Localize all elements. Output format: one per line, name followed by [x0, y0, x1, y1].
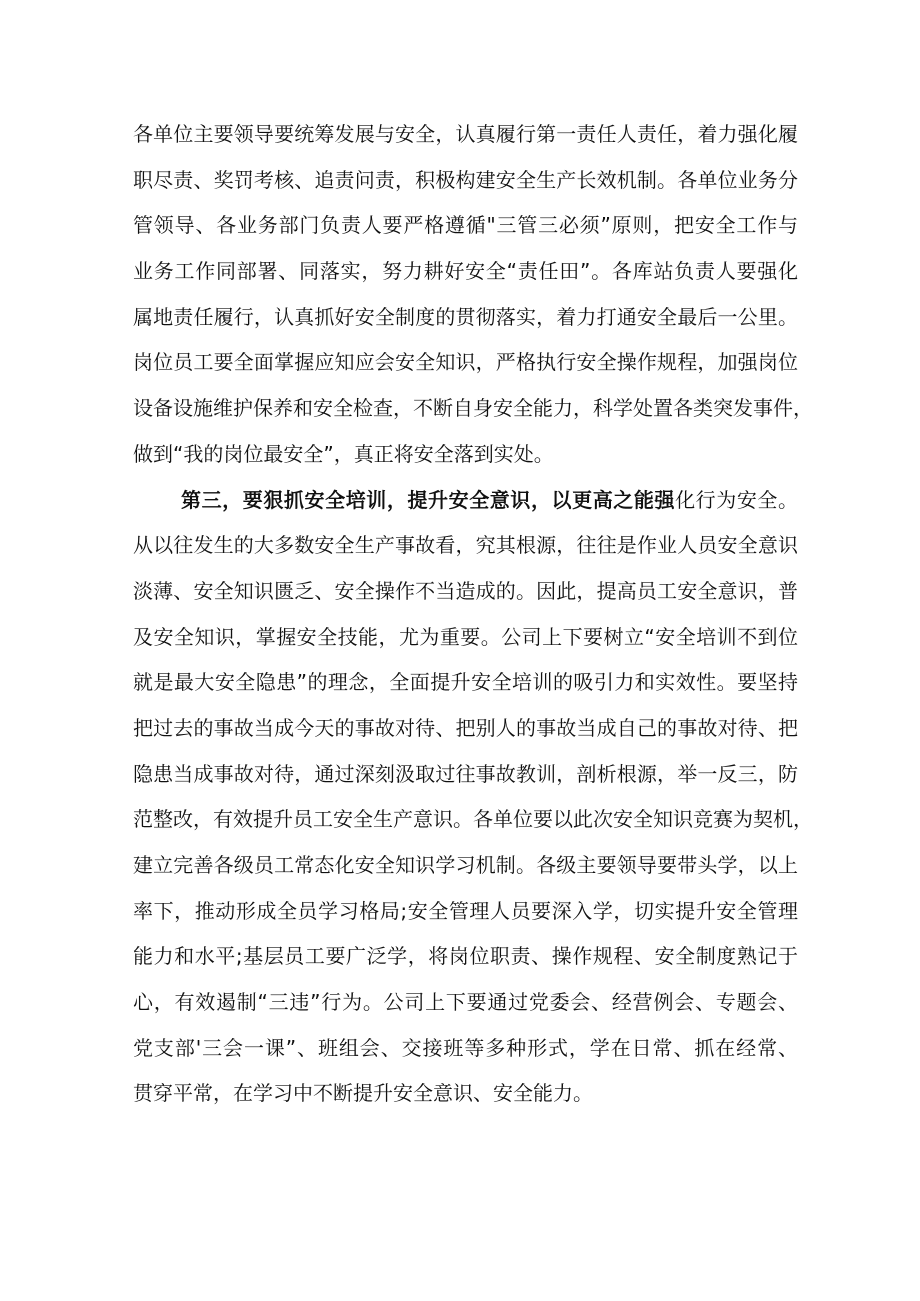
- text-line: 隐患当成事故对待，通过深刻汲取过往事故教训，剖析根源，举一反三，防: [133, 761, 798, 786]
- text-line: 属地责任履行，认真抓好安全制度的贯彻落实，着力打通安全最后一公里。: [133, 304, 798, 329]
- text-line: 范整改，有效提升员工安全生产意识。各单位要以此次安全知识竞赛为契机，: [133, 807, 813, 832]
- text-line: 岗位员工要全面掌握应知应会安全知识，严格执行安全操作规程，加强岗位: [133, 350, 798, 375]
- section-heading-bold: 第三，要狠抓安全培训，提升安全意识，以更高之能强: [181, 487, 676, 512]
- paragraph-responsibility: [133, 112, 813, 478]
- section-heading-rest: 化行为安全。: [675, 487, 799, 512]
- body-text: [133, 112, 813, 1117]
- text-line: 率下，推动形成全员学习格局;安全管理人员要深入学，切实提升安全管理: [133, 898, 798, 923]
- text-line: 业务工作同部署、同落实，努力耕好安全“责任田”。各库站负责人要强化: [133, 259, 798, 284]
- section-heading-line: [133, 478, 798, 524]
- text-line: 就是最大安全隐患”的理念，全面提升安全培训的吸引力和实效性。要坚持: [133, 670, 798, 695]
- paragraph-training: [133, 478, 813, 1118]
- text-line: 管领导、各业务部门负责人要严格遵循"三管三必须”原则，把安全工作与: [133, 213, 798, 238]
- text-line: 从以往发生的大多数安全生产事故看，究其根源，往往是作业人员安全意识: [133, 533, 798, 558]
- text-line: 淡薄、安全知识匮乏、安全操作不当造成的。因此，提高员工安全意识，普: [133, 578, 798, 603]
- text-line: 贯穿平常，在学习中不断提升安全意识、安全能力。: [133, 1081, 593, 1106]
- text-line: 及安全知识，掌握安全技能，尤为重要。公司上下要树立“安全培训不到位: [133, 624, 798, 649]
- text-line: 把过去的事故当成今天的事故对待、把别人的事故当成自己的事故对待、把: [133, 715, 798, 740]
- text-line: 能力和水平;基层员工要广泛学，将岗位职责、操作规程、安全制度熟记于: [133, 944, 798, 969]
- text-line: 做到“我的岗位最安全”，真正将安全落到实处。: [133, 441, 554, 466]
- text-line: 党支部'三会一课”、班组会、交接班等多种形式，学在日常、抓在经常、: [133, 1035, 798, 1060]
- text-line: 设备设施维护保养和安全检查，不断自身安全能力，科学处置各类突发事件，: [133, 396, 813, 421]
- text-line: 心，有效遏制“三违”行为。公司上下要通过党委会、经营例会、专题会、: [133, 990, 798, 1015]
- text-line: 建立完善各级员工常态化安全知识学习机制。各级主要领导要带头学，以上: [133, 853, 798, 877]
- text-line: 职尽责、奖罚考核、追责问责，积极构建安全生产长效机制。各单位业务分: [133, 167, 798, 192]
- text-line: 各单位主要领导要统筹发展与安全，认真履行第一责任人责任，着力强化履: [133, 122, 798, 146]
